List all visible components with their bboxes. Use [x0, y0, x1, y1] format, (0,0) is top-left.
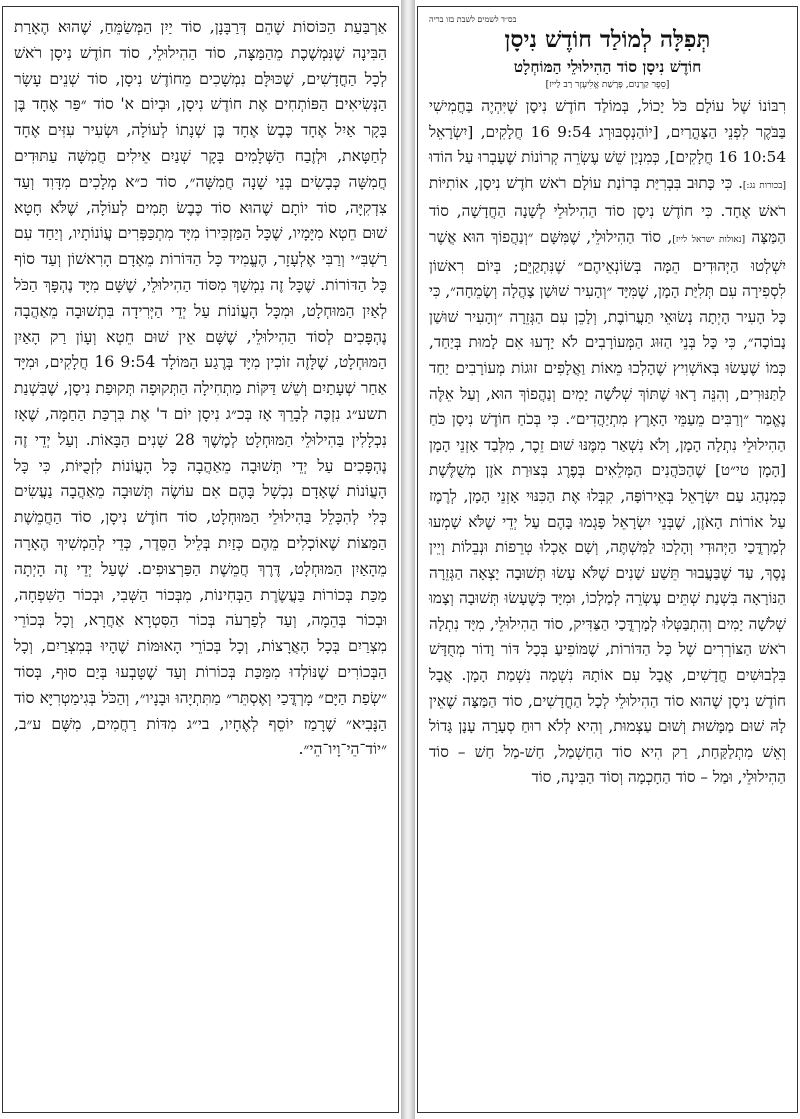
inline-citation-1: [בכורות נג:] [742, 180, 786, 191]
right-page [417, 6, 798, 1113]
book-gutter [401, 0, 415, 1119]
body-part-1: רִבּוֹנוֹ שֶׁל עוֹלָם כֹּל יָכוֹל, בְּמוֹלַד חוֹדֶשׁ נִיסָן שֶׁיִּהְיֶה בַּחֲמִישִׁי בַּבֹּקֶר לִפְנֵי הַצָּהֳרַיִם, [יוֹהַנְסְבּוּרְג 9:54 16 חֲלָקִים, [יִשְׂרָאֵל 10:54 16 חֲלָקִים], כְּמִנְיַן שֵׁשׁ עֶשְׂרֵה קְרוֹנוֹת שֶׁעָבְרוּ עַל הוֹדוּ [429, 97, 787, 167]
page-title: תְּפִלָּה לְמוֹלַד חוֹדֶשׁ נִיסָן [504, 26, 711, 53]
body-part-2: . כִּי כָּתוּב בִּבְרִיַּת בְּרוֹנַת עוֹלָם רֹאשׁ חֹדֶשׁ נִיסָן, אוֹתִיּוֹת רֹאשׁ אֶחָד. כִּי חוֹדֶשׁ נִיסָן סוֹד הַהִילוּלֵי לְשָׁנָה הַחֲדָשָׁה, סוֹד הַמַּצָּה [429, 173, 786, 246]
left-body-text: אַרְבַּעַת הַכּוֹסוֹת שֶׁהֵם דְּרַבָּנָן, סוֹד יַיִן הַמְּשַׂמֵּחַ, שֶׁהוּא הֶאָרַת הַבִּינָה שֶׁנִּמְשֶׁכֶת מֵהַמַּצָּה, סוֹד הַהִילוּלֵי, סוֹד חוֹדֶשׁ נִיסָן רֹאשׁ לְכָל הַחֳדָשִׁים, שֶׁכּוּלָּם נִמְשָׁכִים מֵחוֹדֶשׁ נִיסָן, סוֹד שְׁנֵים עָשָׂר הַנְּשִׂיאִים הַפּוֹתְחִים אֶת חוֹדֶשׁ נִיסָן, וּבְיוֹם א' סוֹד ״פַּר אֶחָד בֶּן בָּקָר אַיִל אֶחָד כֶּבֶשׂ אֶחָד בֶּן שְׁנָתוֹ לְעוֹלָה, וּשְׂעִיר עִזִּים אֶחָד לְחַטָּאת, וּלְזֶבַח הַשְּׁלָמִים בָּקָר שְׁנַיִם אֵילִים חֲמִשָּׁה עַתּוּדִים חֲמִשָּׁה כְּבָשִׂים בְּנֵי שָׁנָה חֲמִשָּׁה״, סוֹד כ״א מְלָכִים מִדָּוִד וְעַד צִדְקִיָּה, סוֹד יוֹתָם שֶׁהוּא סוֹד כֶּבֶשׂ תָּמִים לְעוֹלָה, שֶׁלֹּא חָטָא שׁוּם חֵטְא מִיָּמָיו, שֶׁכָּל הַמַּזְכִּירוֹ מִיָּד מִתְכַּפְּרִים עֲוֹנוֹתָיו, וְיַחַד עִם רַשְׁבִּ״י וְרַבִּי אֶלְעָזָר, הֶעֱמִיד כָּל הַדּוֹרוֹת מֵאָדָם הָרִאשׁוֹן וְעַד סוֹף כָּל הַדּוֹרוֹת. שֶׁכָּל זֶה נִמְשָׁךְ מִסּוֹד הַהִילוּלֵי, שֶׁשָּׁם מִיָּד נֶהְפָּךְ הַכֹּל לְאַיִן הַמּוּחְלָט, וּמִכָּל הָעֲוֹנוֹת עַל יְדֵי הַיְּרִידָה בִּתְשׁוּבָה מֵאַהֲבָה נֶהְפָּכִים לְסוֹד הַהִילוּלֵי, שֶׁשָּׁם אֵין שׁוּם חֵטְא וְעָוֹן רַק הָאַיִן הַמּוּחְלָט, שֶׁלָּזֶה זוֹכִין מִיָּד בְּרֶגַע הַמּוֹלָד 9:54 16 חֲלָקִים, וּמִיָּד אַחַר שְׁעָתַיִם וְשֵׁשׁ דַּקּוֹת מַתְחִילָה הַתְּקוּפָה תְּקוּפַת נִיסָן, שֶׁבִּשְׁנַת תשע״ג נִזְכֶּה לְבָרֵךְ אָז בְּכ״ג נִיסָן יוֹם ד' אֶת בִּרְכַּת הַחַמָּה, שֶׁאָז נִכְלָלִין בַּהִילוּלֵי הַמּוּחְלָט לְמֶשֶׁךְ 28 שָׁנִים הַבָּאוֹת. וְעַל יְדֵי זֶה נֶהְפָּכִים עַל יְדֵי תְּשׁוּבָה מֵאַהֲבָה כָּל הָעֲוֹנוֹת לִזְכֻיּוֹת, כִּי כָּל הָעֲוֹנוֹת שֶׁאָדָם נִכְשָׁל בָּהֶם אִם עוֹשֶׂה תְּשׁוּבָה מֵאַהֲבָה נַעֲשִׂים כְּלִי לְהִכָּלֵל בַּהִילוּלֵי הַמּוּחְלָט, סוֹד חוֹדֶשׁ נִיסָן, סוֹד הַחֲמֵשֶׁת הַמַּצּוֹת שֶׁאוֹכְלִים מֵהֶם כְּזַיִת בְּלֵיל הַסֵּדֶר, כְּדֵי לְהַמְשִׁיךְ הֶאָרָה מֵהָאַיִן הַמּוּחְלָט, דֶּרֶךְ חֲמֵשֶׁת הַפַּרְצוּפִים. שֶׁעַל יְדֵי זֶה הָיְתָה מַכַּת בְּכוֹרוֹת בַּעֲשֶׂרֶת הַבְּחִינוֹת, מִבְּכוֹר הַשְּׁבִי, וּבְכוֹר הַשִּׁפְחָה, וּבְכוֹר בְּהֵמָה, וְעַד לְפַרְעֹה בְּכוֹר הַסִּטְרָא אַחֲרָא, וְכָל בְּכוֹרֵי מִצְרַיִם בְּכָל הָאֲרָצוֹת, וְכָל בְּכוֹרֵי הָאוּמּוֹת שֶׁהָיוּ בְּמִצְרַיִם, וְכָל הַבְּכוֹרִים שֶׁנּוֹלְדוּ מִמַּכַּת בְּכוֹרוֹת וְעַד שֶׁטָּבְעוּ בְּיַם סוּף, בְּסוֹד ״שְׂפַת הַיָּם״ מָרְדֳּכַי וְאֶסְתֵּר״ מַתִּתְיָהוּ וּבָנָיו״, וְהַכֹּל בְּגִימַטְרִיָּא סוֹד הַנָּבִיא״ שֶׁרָמַז יוֹסֵף לְאֶחָיו, בי״ג מִדּוֹת רַחֲמִים, מִשָּׁם ע״ב, ״יוֹד־הֵי־וָיו־הֵי״. [14, 18, 387, 759]
left-page [2, 6, 399, 1113]
dedication-line: בס״ד לשמים לשבת בזו בריה [429, 15, 517, 24]
page-subtitle: חוֹדֶשׁ נִיסָן סוֹד הַהִילוּלֵי הַמּוֹחְלָט [513, 57, 702, 76]
source-citation: [סֵפֶר קַרְנַיִם, פָּרָשַׁת אֱלִיעֶזֶר רַב לַייז] [545, 80, 670, 90]
right-body-text [429, 94, 786, 791]
inline-citation-2: [נאולות ישראל לייז] [672, 234, 746, 245]
body-part-3: , סוֹד הַהִילוּלֵי, שֶׁמִּשָּׁם ״וְנַהֲפוֹךְ הוּא אֲשֶׁר יִשְׁלְטוּ הַיְּהוּדִים הֵמָּה בְּשׂוֹנְאֵיהֶם״ שֶׁנִּתְקַיֵּם; בְּיוֹם רִאשׁוֹן לִסְפִירָה עִם תְּלִיַּת הָמָן, שֶׁמִּיָּד ״וְהָעִיר שׁוּשַׁן צָהֲלָה וְשָׂמֵחָה״, כִּי כָּל הָעִיר הָיְתָה נְשׂוּאֵי תַּעֲרוֹבֶת, וְלָכֵן עִם הַגְּזֵרָה ״וְהָעִיר שׁוּשַׁן נָבוֹכָה״, כִּי כָּל בְּנֵי הַזּוּג הַמְּעוֹרָבִים לֹא יָדְעוּ אִם לָמוּת בְּיַחַד, כְּמוֹ שֶׁעָשׂוּ בְּאוֹשְׁוִיץ שֶׁהָלְכוּ מֵאוֹת וַאֲלָפִים זוּגוֹת מְעוֹרָבִים יַחַד לַתַּנּוּרִים, וְהִנֵּה רָאוּ שֶׁתּוֹךְ שְׁלֹשָׁה יָמִים וְנַהֲפוֹךְ הוּא, וְעַל אֵלֶּה נֶאֱמַר ״וְרַבִּים מֵעַמֵּי הָאָרֶץ מִתְיַהֲדִים״. כִּי בְּכֹחַ חוֹדֶשׁ נִיסָן כֹּחַ הַהִילוּלֵי נִתְלָה הָמָן, וְלֹא נִשְׁאַר מִמֶּנּוּ שׁוּם זֵכֶר, מִלְּבַד אָזְנֵי הָמָן [הָמָן טי״ט] שֶׁהַכֹּהֲנִים הַמְּלֵאִים בְּפֶרֶג בְּצוּרַת אֹזֶן מְשֻׁלֶּשֶׁת כְּמִנְהַג עַם יִשְׂרָאֵל בְּאֵירוֹפָּה, קִבְּלוּ אֶת הַכִּנּוּי אָזְנֵי הָמָן, לְרֶמֶז עַל אוֹרוֹת הָאֹזֶן, שֶׁבְּנֵי יִשְׂרָאֵל פָּגְמוּ בָּהֶם עַל יְדֵי שֶׁלֹּא שָׁמְעוּ לְמָרְדֳּכַי הַיְּהוּדִי וְהָלְכוּ לַמִּשְׁתֶּה, וְשָׁם אָכְלוּ טְרֵפוֹת וּנְבֵלוֹת וְיֵין נֶסֶךְ, עַד שֶׁבַּעֲבוּר תֵּשַׁע שָׁנִים שֶׁלֹּא עָשׂוּ תְּשׁוּבָה יָצְאָה הַגְּזֵרָה הַנּוֹרָאָה בִּשְׁנַת שְׁתֵּים עֶשְׂרֵה לְמַלְכוֹ, וּמִיָּד כְּשֶׁעָשׂוּ תְּשׁוּבָה וְצָמוּ שְׁלֹשָׁה יָמִים וְהִתְבַּטְּלוּ לְמָרְדֳּכַי הַצַּדִּיק, סוֹד הַהִילוּלֵי, מִיָּד נִתְלָה רֹאשׁ הַצּוֹרְרִים שֶׁל כָּל הַדּוֹרוֹת, שֶׁמּוֹפִיעַ בְּכָל דּוֹר וָדוֹר מְחֻדָּשׁ בִּלְבוּשִׁים חֲדָשִׁים, אֲבָל עִם אוֹתָהּ נִשְׁמָה נִשְׁמַת הָמָן. אֲבָל חוֹדֶשׁ נִיסָן שֶׁהוּא סוֹד הַהִילוּלֵי לְכָל הַחֳדָשִׁים, סוֹד הַמַּצָּה שֶׁאֵין לָהּ שׁוּם מַמָּשׁוּת וְשׁוּם עַצְמוּת, וְהִיא לְלֹא רוּחַ סְעָרָה עָנָן גָּדוֹל וְאֵשׁ מִתְלַקַּחַת, רַק הִיא סוֹד הַחַשְׁמַל, חַשׁ-מַל חַשׁ – סוֹד הַהִילוּלֵי, וּמַל – סוֹד הַחָכְמָה וְסוֹד הַבִּינָה, סוֹד [429, 227, 786, 787]
